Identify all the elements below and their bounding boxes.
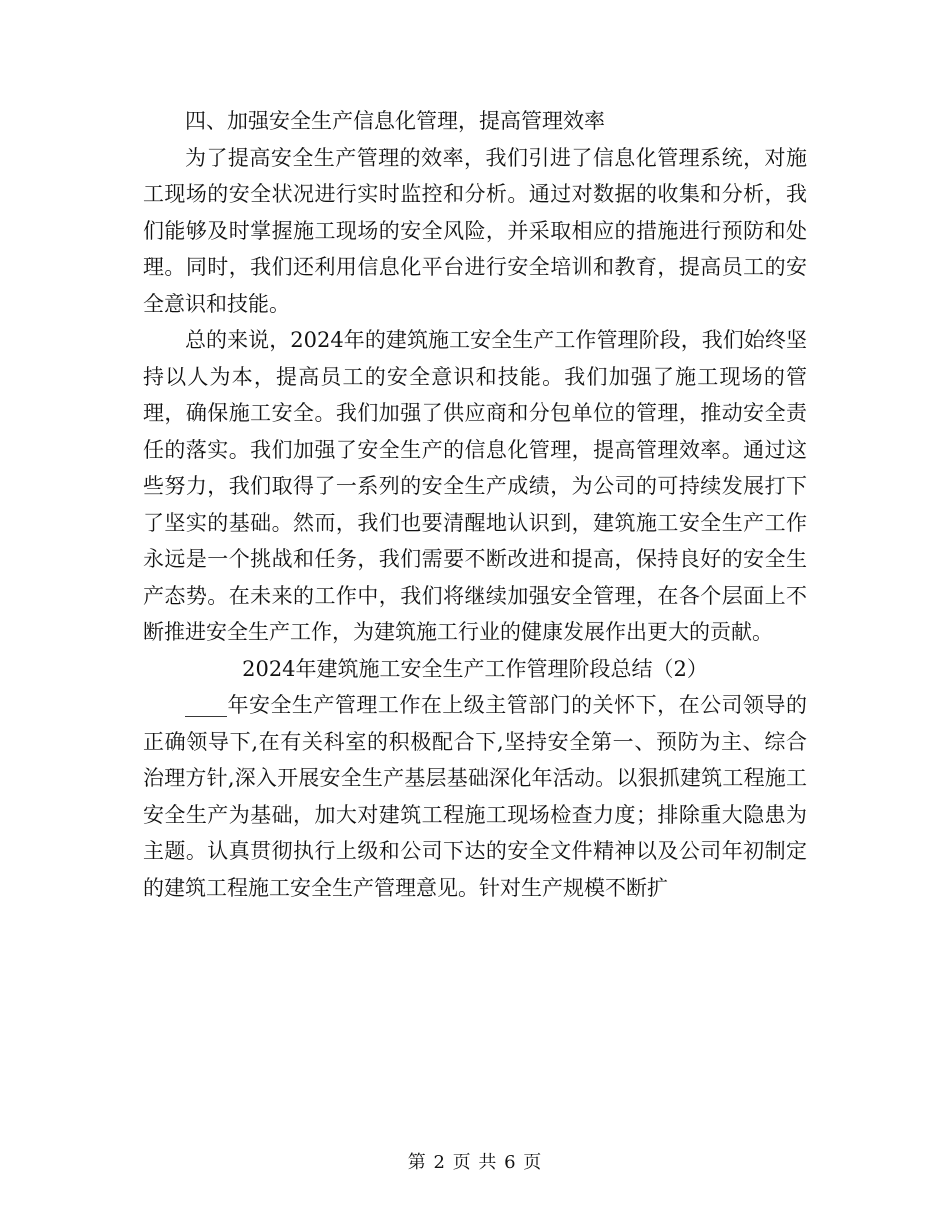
body-paragraph: ____年安全生产管理工作在上级主管部门的关怀下，在公司领导的正确领导下,在有关科室的积极配合下,坚持安全第一、预防为主、综合治理方针,深入开展安全生产基层基础深化年活动。以狠抓建筑工程施工安全生产为基础，加大对建筑工程施工现场检查力度；排除重大隐患为主题。认真贯彻执行上级和公司下达的安全文件精神以及公司年初制定的建筑工程施工安全生产管理意见。针对生产规模不断扩 xyxy=(143,693,807,900)
page-number-footer: 第 2 页 共 6 页 xyxy=(407,1152,543,1173)
body-paragraph: 为了提高安全生产管理的效率，我们引进了信息化管理系统，对施工现场的安全状况进行实时监控和分析。通过对数据的收集和分析，我们能够及时掌握施工现场的安全风险，并采取相应的措施进行预防和处理。同时，我们还利用信息化平台进行安全培训和教育，提高员工的安全意识和技能。 xyxy=(143,145,807,316)
body-paragraph: 总的来说，2024年的建筑施工安全生产工作管理阶段，我们始终坚持以人为本，提高员工的安全意识和技能。我们加强了施工现场的管理，确保施工安全。我们加强了供应商和分包单位的管理，推动安全责任的落实。我们加强了安全生产的信息化管理，提高管理效率。通过这些努力，我们取得了一系列的安全生产成绩，为公司的可持续发展打下了坚实的基础。然而，我们也要清醒地认识到，建筑施工安全生产工作永远是一个挑战和任务，我们需要不断改进和提高，保持良好的安全生产态势。在未来的工作中，我们将继续加强安全管理，在各个层面上不断推进安全生产工作，为建筑施工行业的健康发展作出更大的贡献。 xyxy=(143,328,807,644)
document-body xyxy=(143,103,807,906)
section-title: 2024年建筑施工安全生产工作管理阶段总结（2） xyxy=(242,656,708,681)
section-heading-four: 四、加强安全生产信息化管理，提高管理效率 xyxy=(185,109,605,133)
